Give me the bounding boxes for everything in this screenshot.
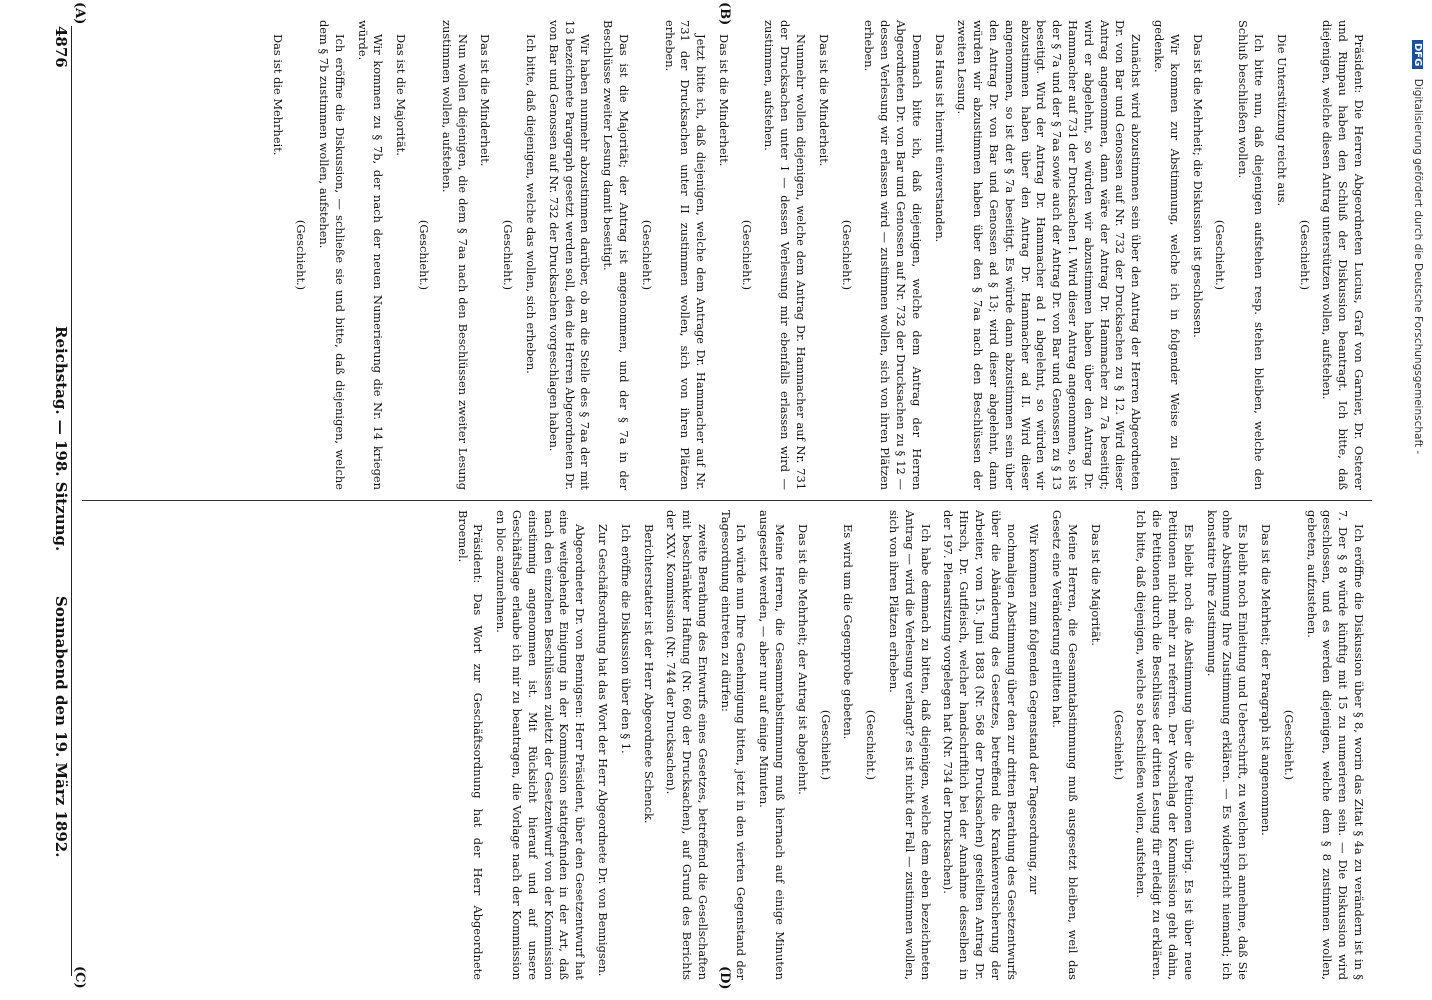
paragraph: Zur Geschäftsordnung hat das Wort der Herr Abgeordnete Dr. von Bennigsen. — [595, 524, 610, 977]
paragraph: Es bleibt noch die Abstimmung über die Petitionen übrig. Es ist über neue Petitionen nicht mehr zu referiren. Der Vorschlag der Kommission geht dahin, die Petitionen durch die Beschlüsse der dritten Lesung für erledigt zu erklären. Ich bitte, daß diejenigen, welche so beschließen wollen, aufstehen. — [1134, 510, 1196, 980]
paragraph: Berichterstatter ist der Herr Abgeordnete Schenck. — [641, 524, 656, 824]
paragraph: (Geschieht.) — [1281, 709, 1296, 781]
paragraph: (Geschieht.) — [739, 219, 754, 291]
paragraph: Das ist die Mehrheit; der Antrag ist abgelehnt. — [795, 524, 810, 795]
left-column — [81, 20, 1366, 490]
margin-mark-b: (B) — [717, 2, 732, 26]
right-column — [81, 510, 1366, 980]
paragraph: Nun wollen diejenigen, die dem § 7aa nach den Beschlüssen zweiter Lesung zustimmen wollen, aufstehen. — [439, 20, 470, 490]
paragraph: Ich eröffne die Diskussion über § 8, worin das Zitat § 4a zu verändern ist in § 7. Der § 8 würde künftig mit 15 zu numerieren sein. — Die Diskussion wird geschlossen, und es werden diejenigen, welche dem § 8 zustimmen wollen, gebeten, aufzustehen. — [1304, 510, 1366, 980]
paragraph: nochmaligen Abstimmung über den zur dritten Berathung des Gesetzentwurfs über die Abänderung des Gesetzes, betreffend die Krankenversicherung der Arbeiter, vom 15. Juni 1883 (Nr. 568 der Drucksachen) gestellten Antrag Dr. Hirsch, Dr. Gutfleisch, welcher handschriftlich bei der Annahme desselben in der 197. Plenarsitzung vorgelegen hat (Nr. 734 der Drucksachen). — [941, 510, 1019, 980]
paragraph: Nunmehr wollen diejenigen, welche dem Antrag Dr. Hammacher auf Nr. 731 der Drucksachen unter I — dessen Verlesung mir ebenfalls erlassen wird — zustimmen, aufstehen. — [762, 20, 809, 490]
paragraph: Ich würde nun Ihre Genehmigung bitten, jetzt in den vierten Gegenstand der Tagesordnung eintreten zu dürfen: — [718, 510, 749, 980]
paragraph: Das ist die Minderheit. — [816, 34, 831, 167]
paragraph: Ich habe demnach zu bitten, daß diejenigen, welche dem eben bezeichneten Antrag — wird die Verlesung verlangt? es ist nicht der Fall — zustimmen wollen, sich von ihren Plätzen erheben. — [887, 510, 933, 980]
paragraph: Das ist die Minderheit. — [478, 34, 493, 167]
paragraph: Es wird um die Gegenprobe gebeten. — [841, 524, 856, 740]
margin-mark-a: (A) — [72, 2, 87, 25]
dfg-logo: DFG — [1412, 40, 1423, 69]
paragraph: Jetzt bitte ich, daß diejenigen, welche dem Antrage Dr. Hammacher auf Nr. 731 der Drucksachen unter II zustimmen wollen, sich von ihren Plätzen erheben. — [662, 20, 709, 490]
paragraph: Meine Herren, die Gesammtabstimmung muß ausgesetzt bleiben, weil das Gesetz eine Veränderung erlitten hat. — [1050, 510, 1081, 980]
header-rule — [71, 26, 72, 976]
digitization-footer — [1406, 40, 1424, 960]
publication-title: Reichstag. — 198. Sitzung. — [52, 326, 70, 552]
paragraph: Abgeordneter Dr. von Bennigsen: Herr Präsident, über den Gesetzentwurf hat eine weitgehende Einigung in der Kommission stattgefunden in der Art, daß nach den einzelnen Beschlüssen zuletzt der Gesetzentwurf von der Kommission einstimmig angenommen ist. Mit Rücksicht hierauf und auf unsere Geschäftslage erlaube ich mir zu beantragen, die Vorlage nach der Kommission en bloc anzunehmen. — [494, 510, 588, 980]
paragraph: Die Unterstützung reicht aus. — [1274, 34, 1289, 207]
paragraph: (Geschieht.) — [839, 219, 854, 291]
session-date: Sonnabend den 19. März 1892. — [52, 596, 70, 858]
paragraph: zweite Berathung des Entwurfs eines Gesetzes, betreffend die Gesellschaften mit beschränkter Haftung (Nr. 660 der Drucksachen), auf Grund des Berichts der XXV. Kommission (Nr. 744 der Drucksachen). — [664, 510, 710, 980]
paragraph: Das Haus ist hiermit einverstanden. — [932, 34, 947, 243]
paragraph: Ich bitte, daß diejenigen, welche das wollen, sich erheben. — [523, 34, 538, 374]
paragraph: (Geschieht.) — [501, 219, 516, 291]
paragraph: (Geschieht.) — [1297, 219, 1312, 291]
paragraph: (Geschieht.) — [1111, 709, 1126, 781]
paragraph: Es bleibt noch Einleitung und Ueberschrift, zu welchen ich annehme, daß Sie ohne Abstimmung Ihre Zustimmung erklären. — Es widerspricht niemand; ich konstatire Ihre Zustimmung. — [1204, 510, 1251, 980]
page-number: 4876 — [52, 26, 70, 68]
paragraph: Ich bitte nun, daß diejenigen aufstehen resp. stehen bleiben, welche den Schluß beschließen wollen. — [1236, 20, 1267, 490]
paragraph: Präsident: Das Wort zur Geschäftsordnung hat der Herr Abgeordnete Broemel. — [455, 510, 486, 980]
paragraph: (Geschieht.) — [1213, 219, 1228, 291]
paragraph: Präsident: Die Herren Abgeordneten Lucius, Graf von Garnier, Dr. Osterer und Rimpau haben den Schluß der Diskussion beantragt. Ich bitte, daß diejenigen, welche diesen Antrag unterstützen wollen, aufstehen. — [1320, 20, 1366, 490]
paragraph: Ich eröffne die Diskussion, — schließe sie und bitte, daß diejenigen, welche dem § 7b zustimmen wollen, aufstehen. — [316, 20, 347, 490]
paragraph: Wir kommen zum folgenden Gegenstand der Tagesordnung, zur — [1027, 524, 1042, 895]
margin-mark-d: (D) — [717, 966, 732, 990]
paragraph: Wir kommen zur Abstimmung, welche ich in folgender Weise zu leiten gedenke. — [1152, 20, 1182, 490]
paragraph: Demnach bitte ich, daß diejenigen, welche dem Antrag der Herren Abgeordneten Dr. von Bar und Genossen auf Nr. 732 der Drucksachen zu § 12 — dessen Verlesung wir erlassen wird — zustimmen wollen, sich von ihren Plätzen erheben. — [862, 20, 924, 490]
paragraph: Das ist die Mehrheit. — [271, 34, 286, 156]
paragraph: Zunächst wird abzustimmen sein über den Antrag der Herren Abgeordneten Dr. von Bar und Genossen auf Nr. 732 der Drucksachen zu § 12. Wird dieser Antrag angenommen, dann wäre der Antrag Dr. Hammacher zu 7a beseitigt; wird er abgelehnt, so würden wir abzustimmen haben über den Antrag Dr. Hammacher auf 731 der Drucksachen I. Wird dieser Antrag angenommen, so ist der § 7a und der § 7aa sowie auch der Antrag Dr. von Bar und Genossen zu § 13 beseitigt. Wird der Antrag Dr. Hammacher ad I abgelehnt, so würden wir abzustimmen haben über den Antrag Dr. Hammacher ad II. Wird dieser angenommen, so ist der § 7a beseitigt. Es würde dann abzustimmen sein über den Antrag Dr. von Bar und Genossen ad § 13; wird dieser abgelehnt, dann würden wir abzustimmen haben über den § 7aa nach den Beschlüssen der zweiten Lesung. — [955, 20, 1144, 490]
margin-mark-c: (C) — [72, 966, 87, 989]
paragraph: Das ist die Mehrheit; der Paragraph ist angenommen. — [1259, 524, 1274, 836]
column-divider — [82, 500, 1372, 501]
paragraph: (Geschieht.) — [416, 219, 431, 291]
paragraph: (Geschieht.) — [294, 219, 309, 291]
paragraph: Ich eröffne die Diskussion über den § 1. — [618, 524, 633, 754]
paragraph: Das ist die Minderheit. — [716, 34, 731, 167]
paragraph: Das ist die Majorität. — [1088, 524, 1103, 646]
page-header — [46, 26, 70, 976]
paragraph: Das ist die Majorität. — [394, 34, 409, 156]
paragraph: Das ist die Mehrheit; die Diskussion ist geschlossen. — [1190, 34, 1205, 338]
footer-text: Digitalisierung gefördert durch die Deutsche Forschungsgemeinschaft - — [1412, 78, 1424, 455]
paragraph: Meine Herren, die Gesammtabstimmung muß hiernach auf einige Minuten ausgesetzt werden, — aber nur auf einige Minuten. — [757, 510, 788, 980]
paragraph: (Geschieht.) — [818, 709, 833, 781]
paragraph: (Geschieht.) — [639, 219, 654, 291]
paragraph: Das ist die Majorität; der Antrag ist angenommen, und der § 7a in der Beschlüsse zweiter Lesung damit beseitigt. — [601, 20, 631, 490]
paragraph: Wir haben nunmehr abzustimmen darüber, ob an die Stelle des § 7aa der mit 13 bezeichnete Paragraph gesetzt werden soll, den die Herren Abgeordneten Dr. von Bar und Genossen auf Nr. 732 der Drucksachen vorgeschlagen haben. — [546, 20, 593, 490]
paragraph: (Geschieht.) — [864, 709, 879, 781]
paragraph: Wir kommen zu § 7b, der nach der neuen Numerierung die Nr. 14 kriegen würde. — [355, 20, 386, 490]
